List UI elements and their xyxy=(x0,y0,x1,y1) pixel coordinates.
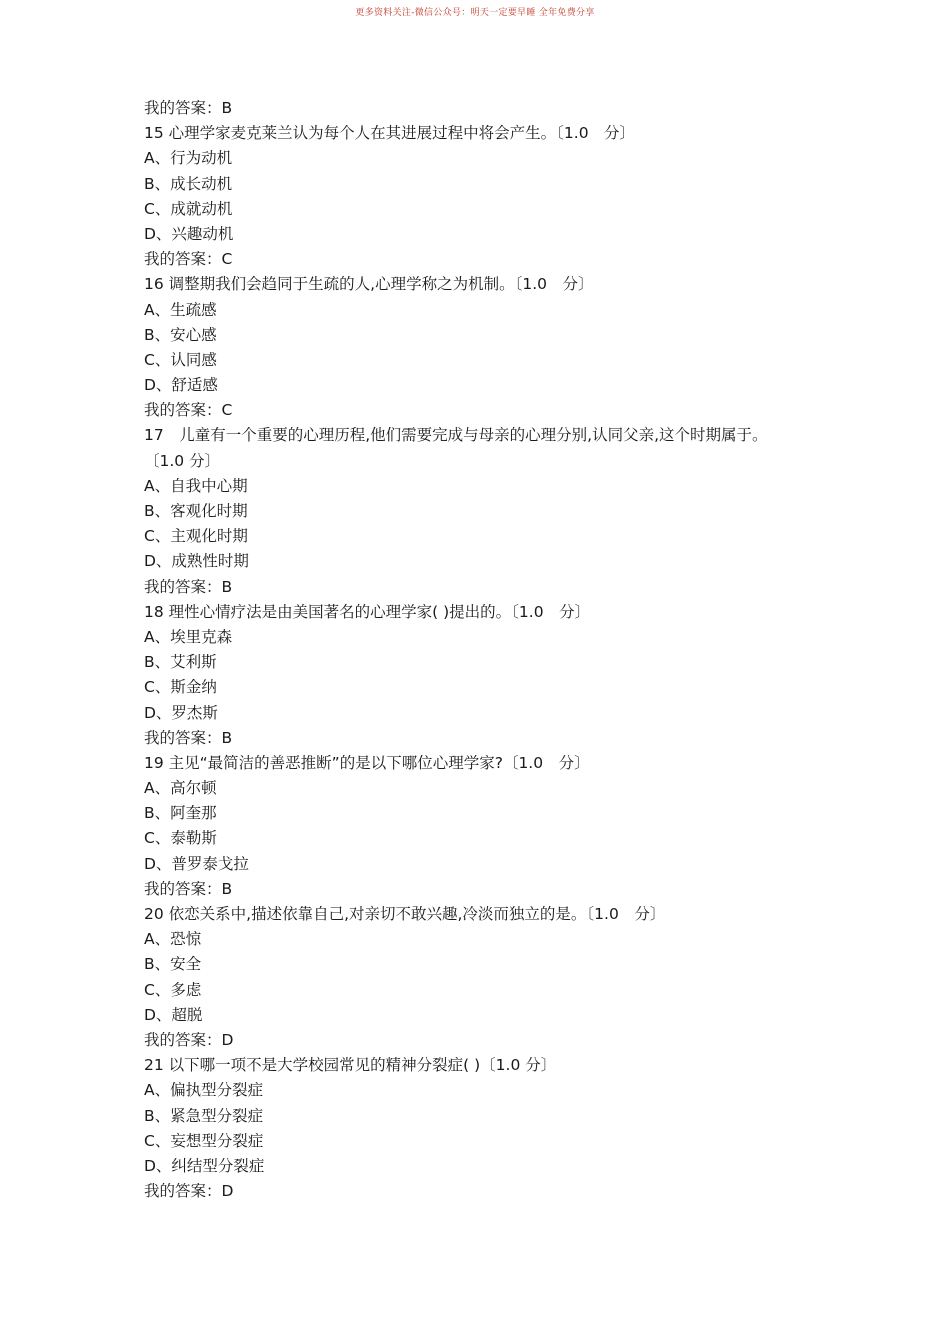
option-b: B、阿奎那 xyxy=(144,804,217,823)
my-answer: 我的答案：B xyxy=(144,728,233,747)
option-a: A、生疏感 xyxy=(144,300,217,319)
option-a: A、自我中心期 xyxy=(144,476,248,495)
question-title: 18 理性心情疗法是由美国著名的心理学家( )提出的。〔1.0 分〕 xyxy=(144,602,591,621)
previous-answer: 我的答案：B xyxy=(144,99,233,117)
my-answer: 我的答案：B xyxy=(144,879,233,898)
option-c: C、主观化时期 xyxy=(144,527,248,546)
question-16 xyxy=(144,272,824,423)
question-20 xyxy=(144,902,824,1053)
option-c: C、斯金纳 xyxy=(144,678,217,697)
question-title: 21 以下哪一项不是大学校园常见的精神分裂症( )〔1.0 分〕 xyxy=(144,1056,557,1075)
option-d: D、兴趣动机 xyxy=(144,224,234,243)
option-b: B、安全 xyxy=(144,955,202,974)
option-d: D、超脱 xyxy=(144,1005,203,1024)
question-title: 15 心理学家麦克莱兰认为每个人在其进展过程中将会产生。〔1.0 分〕 xyxy=(144,124,636,143)
option-d: D、普罗泰戈拉 xyxy=(144,854,249,873)
my-answer: 我的答案：D xyxy=(144,1030,234,1049)
option-a: A、高尔顿 xyxy=(144,779,217,798)
option-c: C、认同感 xyxy=(144,350,217,369)
question-title: 20 依恋关系中,描述依靠自己,对亲切不敢兴趣,冷淡而独立的是。〔1.0 分〕 xyxy=(144,905,666,923)
option-c: C、成就动机 xyxy=(144,199,233,218)
option-a: A、偏执型分裂症 xyxy=(144,1081,264,1100)
option-a: A、埃里克森 xyxy=(144,627,233,646)
option-c: C、多虑 xyxy=(144,980,202,999)
promo-header: 更多资料关注-微信公众号：明天一定要早睡 全年免费分享 xyxy=(355,8,595,18)
question-21 xyxy=(144,1053,824,1204)
my-answer: 我的答案：C xyxy=(144,401,233,420)
question-title: 19 主见“最简洁的善恶推断”的是以下哪位心理学家?〔1.0 分〕 xyxy=(144,753,590,772)
option-c: C、泰勒斯 xyxy=(144,829,217,848)
option-c: C、妄想型分裂症 xyxy=(144,1131,264,1150)
question-title: 17 儿童有一个重要的心理历程,他们需要完成与母亲的心理分别,认同父亲,这个时期属于。 xyxy=(144,426,768,445)
question-17 xyxy=(144,423,824,599)
my-answer: 我的答案：B xyxy=(144,577,233,596)
my-answer: 我的答案：D xyxy=(144,1182,234,1201)
question-15 xyxy=(144,121,824,272)
option-a: A、行为动机 xyxy=(144,149,233,168)
option-a: A、恐惊 xyxy=(144,930,202,949)
question-18 xyxy=(144,600,824,751)
option-b: B、成长动机 xyxy=(144,174,233,193)
option-b: B、艾利斯 xyxy=(144,653,217,672)
question-title: 16 调整期我们会趋同于生疏的人,心理学称之为机制。〔1.0 分〕 xyxy=(144,275,594,294)
option-b: B、安心感 xyxy=(144,325,217,344)
question-score: 〔1.0 分〕 xyxy=(144,451,221,470)
quiz-content xyxy=(144,96,824,1204)
option-d: D、成熟性时期 xyxy=(144,552,249,571)
option-b: B、紧急型分裂症 xyxy=(144,1106,264,1125)
option-d: D、罗杰斯 xyxy=(144,703,218,722)
option-d: D、纠结型分裂症 xyxy=(144,1156,265,1175)
option-b: B、客观化时期 xyxy=(144,502,248,520)
option-d: D、舒适感 xyxy=(144,376,218,395)
question-19 xyxy=(144,751,824,902)
my-answer: 我的答案：C xyxy=(144,250,233,269)
